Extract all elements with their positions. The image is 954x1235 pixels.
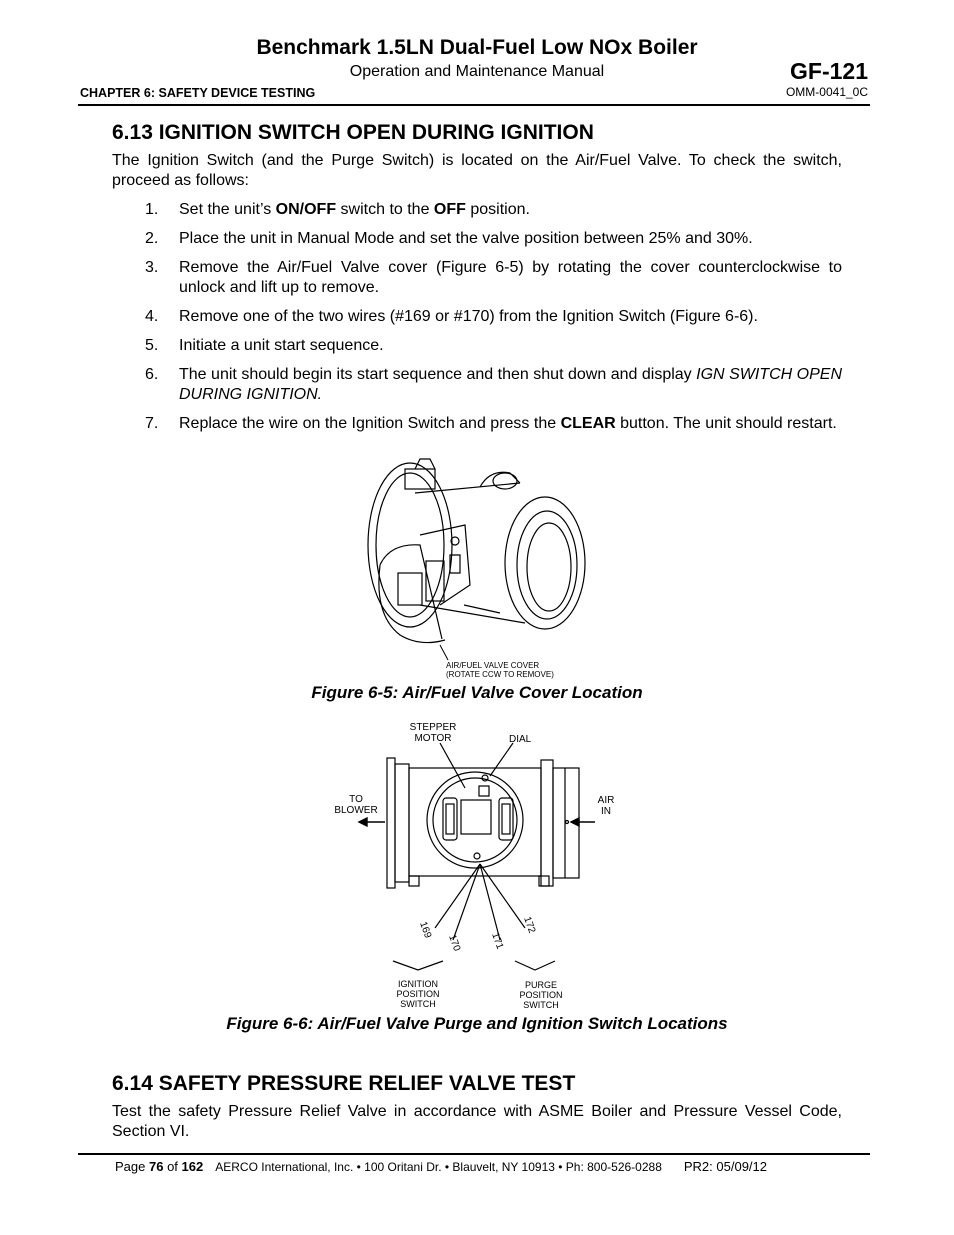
document-subtitle: Operation and Maintenance Manual — [349, 63, 605, 80]
step-text — [179, 414, 842, 434]
page-footer — [115, 1159, 767, 1174]
purge-ignition-switch-figure — [325, 718, 635, 1013]
step-number: 5. — [145, 337, 159, 354]
figure-6-5-caption: Figure 6-5: Air/Fuel Valve Cover Location — [311, 683, 643, 702]
section-heading-6-13: 6.13 IGNITION SWITCH OPEN DURING IGNITION — [112, 121, 594, 144]
to-blower-label — [330, 794, 382, 816]
step-text — [179, 229, 842, 249]
step-text-run: ON/OFF — [275, 201, 337, 218]
cover-callout-line1: AIR/FUEL VALVE COVER — [446, 661, 540, 670]
air-in-line1: AIR — [597, 795, 615, 806]
air-in-label — [590, 795, 622, 817]
ignition-label-line1: IGNITION — [398, 979, 438, 989]
step-text — [179, 258, 842, 297]
cover-callout — [446, 661, 554, 679]
stepper-label-line1: STEPPER — [409, 722, 457, 733]
document-title: Benchmark 1.5LN Dual-Fuel Low NOx Boiler — [256, 36, 698, 59]
step-text-run: IGN SWITCH OPEN DURING IGNITION. — [179, 366, 842, 403]
section-heading-6-14: 6.14 SAFETY PRESSURE RELIEF VALVE TEST — [112, 1072, 576, 1095]
page-of-label: of — [163, 1159, 182, 1174]
step-text-run: button. The unit should restart. — [615, 415, 837, 432]
figure-6-6-caption: Figure 6-6: Air/Fuel Valve Purge and Ignition Switch Locations — [226, 1014, 728, 1033]
step-text — [179, 307, 842, 327]
step-text-run: switch to the — [336, 201, 434, 218]
purge-label-line3: SWITCH — [523, 1000, 559, 1010]
step-text — [179, 336, 842, 356]
step-text-run: Remove one of the two wires (#169 or #170) from the Ignition Switch (Figure 6-6). — [179, 308, 758, 325]
section-6-14-body: Test the safety Pressure Relief Valve in accordance with ASME Boiler and Pressure Vessel Code, Section VI. — [112, 1103, 842, 1140]
document-number: OMM-0041_0C — [785, 85, 868, 99]
step-text-run: The unit should begin its start sequence and then shut down and display — [179, 366, 697, 383]
step-text-run: Initiate a unit start sequence. — [179, 337, 384, 354]
footer-divider — [78, 1153, 870, 1155]
page-label: Page — [115, 1159, 149, 1174]
page-number: 76 — [148, 1159, 164, 1174]
company-info: AERCO International, Inc. • 100 Oritani Dr. • Blauvelt, NY 10913 • Ph: 800-526-0288 — [215, 1160, 662, 1174]
document-code: GF-121 — [790, 58, 868, 84]
step-number: 2. — [145, 230, 159, 247]
wire-171-label: 171 — [489, 931, 506, 951]
purge-label-line1: PURGE — [524, 980, 557, 990]
step-text-run: position. — [465, 201, 530, 218]
cover-callout-line2: (ROTATE CCW TO REMOVE) — [446, 670, 554, 679]
step-text-run: OFF — [433, 201, 466, 218]
page-total: 162 — [181, 1159, 204, 1174]
purge-switch-label — [510, 980, 572, 1010]
step-number: 1. — [145, 201, 159, 218]
to-blower-line1: TO — [349, 794, 363, 805]
step-text — [179, 200, 842, 220]
revision-label: PR2: 05/09/12 — [683, 1159, 767, 1174]
stepper-motor-label — [398, 722, 468, 744]
wire-169-label: 169 — [417, 920, 434, 940]
step-text-run: Remove the Air/Fuel Valve cover (Figure 6-5) by rotating the cover counterclockwise to unlock and lift up to remove. — [179, 259, 842, 296]
wire-172-label: 172 — [521, 915, 538, 935]
air-fuel-valve-cover-figure — [360, 455, 600, 685]
step-text-run: Set the unit’s — [179, 201, 276, 218]
step-number: 4. — [145, 308, 159, 325]
step-text-run: Replace the wire on the Ignition Switch and press the — [179, 415, 561, 432]
to-blower-line2: BLOWER — [334, 805, 378, 816]
header-divider — [78, 104, 870, 106]
section-intro: The Ignition Switch (and the Purge Switch) is located on the Air/Fuel Valve. To check the switch, proceed as follows: — [112, 152, 842, 189]
ignition-label-line3: SWITCH — [400, 999, 436, 1009]
step-text-run: Place the unit in Manual Mode and set the valve position between 25% and 30%. — [179, 230, 753, 247]
step-number: 7. — [145, 415, 159, 432]
step-number: 6. — [145, 366, 159, 383]
chapter-label: CHAPTER 6: SAFETY DEVICE TESTING — [80, 86, 316, 100]
step-text-run: CLEAR — [560, 415, 616, 432]
stepper-label-line2: MOTOR — [414, 733, 452, 744]
ignition-switch-label — [388, 979, 448, 1009]
purge-label-line2: POSITION — [519, 990, 563, 1000]
step-number: 3. — [145, 259, 159, 276]
air-in-line2: IN — [601, 806, 611, 817]
dial-label: DIAL — [509, 734, 532, 745]
wire-170-label: 170 — [446, 933, 463, 953]
ignition-label-line2: POSITION — [396, 989, 440, 999]
step-text — [179, 365, 842, 404]
